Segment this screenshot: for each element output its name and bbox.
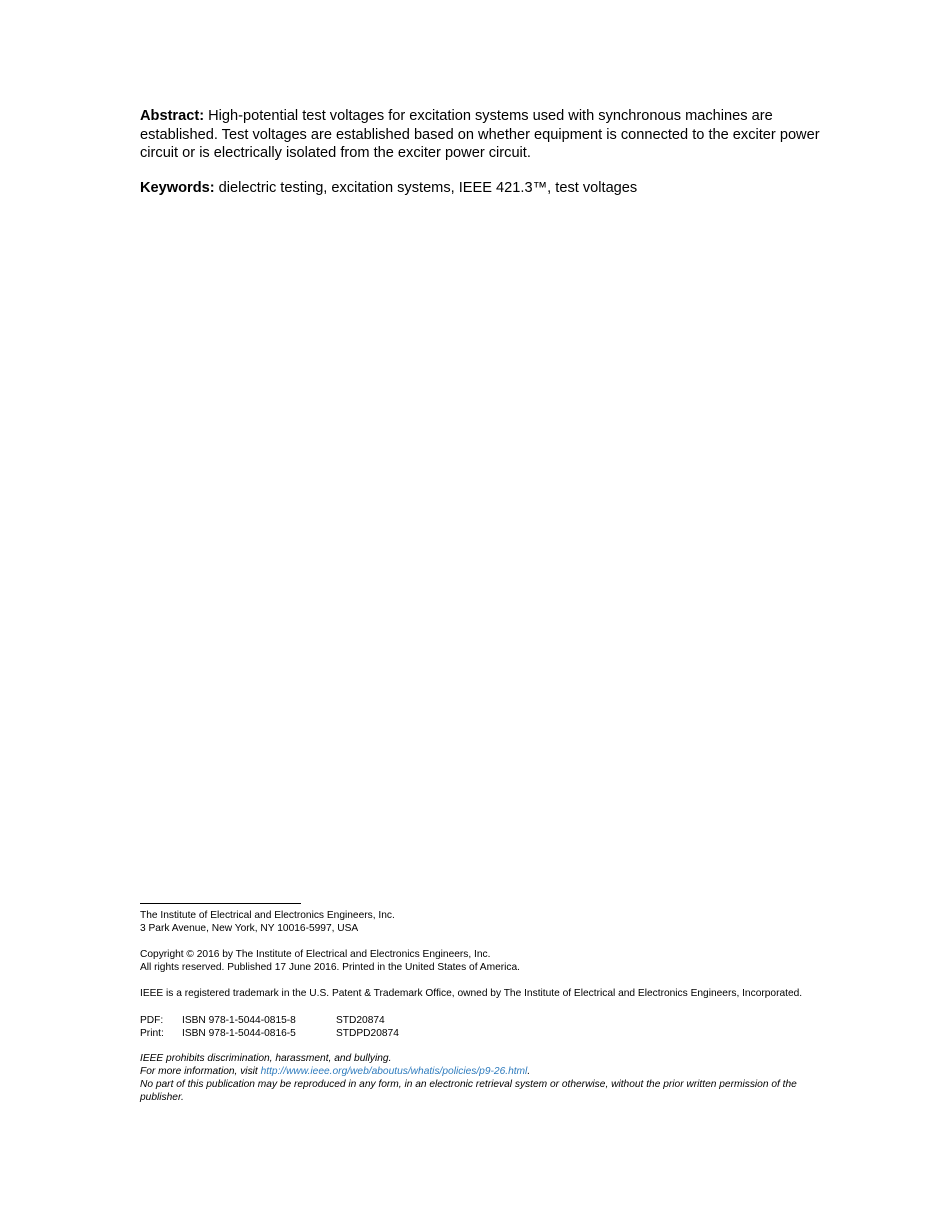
info-prefix: For more information, visit: [140, 1065, 261, 1077]
copyright-block: [140, 949, 820, 975]
publication-footnotes: [140, 903, 820, 1105]
reproduction-notice: No part of this publication may be reproduced in any form, in an electronic retrieval system or otherwise, without the prior written permission of the publisher.: [140, 1078, 797, 1103]
copyright-line: Copyright © 2016 by The Institute of Electrical and Electronics Engineers, Inc.: [140, 948, 491, 960]
policy-link[interactable]: http://www.ieee.org/web/aboutus/whatis/policies/p9-26.html: [260, 1065, 528, 1077]
isbn-code: STD20874: [336, 1014, 385, 1026]
keywords-paragraph: [140, 179, 820, 198]
isbn-format: PDF:: [140, 1014, 164, 1026]
abstract-section: [140, 107, 820, 197]
abstract-label: Abstract:: [140, 108, 205, 124]
info-suffix: .: [527, 1065, 531, 1077]
isbn-number: ISBN 978-1-5044-0816-5: [182, 1027, 296, 1039]
policy-block: [140, 1053, 820, 1105]
trademark-block: [140, 988, 820, 1001]
isbn-format: Print:: [140, 1027, 164, 1039]
policy-line: IEEE prohibits discrimination, harassment, and bullying.: [140, 1052, 392, 1064]
isbn-number: ISBN 978-1-5044-0815-8: [182, 1014, 296, 1026]
isbn-row-print: [140, 1027, 399, 1040]
info-line: [140, 1066, 820, 1079]
keywords-label: Keywords:: [140, 179, 215, 196]
publisher-address: 3 Park Avenue, New York, NY 10016-5997, USA: [140, 922, 359, 934]
rights-line: All rights reserved. Published 17 June 2016. Printed in the United States of America.: [140, 961, 520, 973]
keywords-text: dielectric testing, excitation systems, IEEE 421.3™, test voltages: [218, 179, 638, 196]
abstract-text: High-potential test voltages for excitation systems used with synchronous machines are established. Test voltages are established based on whether equipment is connected to the exciter power circuit or is electrically isolated from the exciter power circuit.: [140, 108, 820, 161]
isbn-code: STDPD20874: [336, 1027, 399, 1039]
abstract-paragraph: [140, 107, 820, 163]
publisher-name: The Institute of Electrical and Electronics Engineers, Inc.: [140, 910, 395, 921]
footnote-divider: [140, 903, 301, 904]
isbn-table: [140, 1014, 399, 1040]
publisher-block: [140, 910, 820, 936]
trademark-line: IEEE is a registered trademark in the U.S. Patent & Trademark Office, owned by The Institute of Electrical and Electronics Engineers, Incorporated.: [140, 987, 803, 999]
isbn-row-pdf: [140, 1014, 399, 1027]
